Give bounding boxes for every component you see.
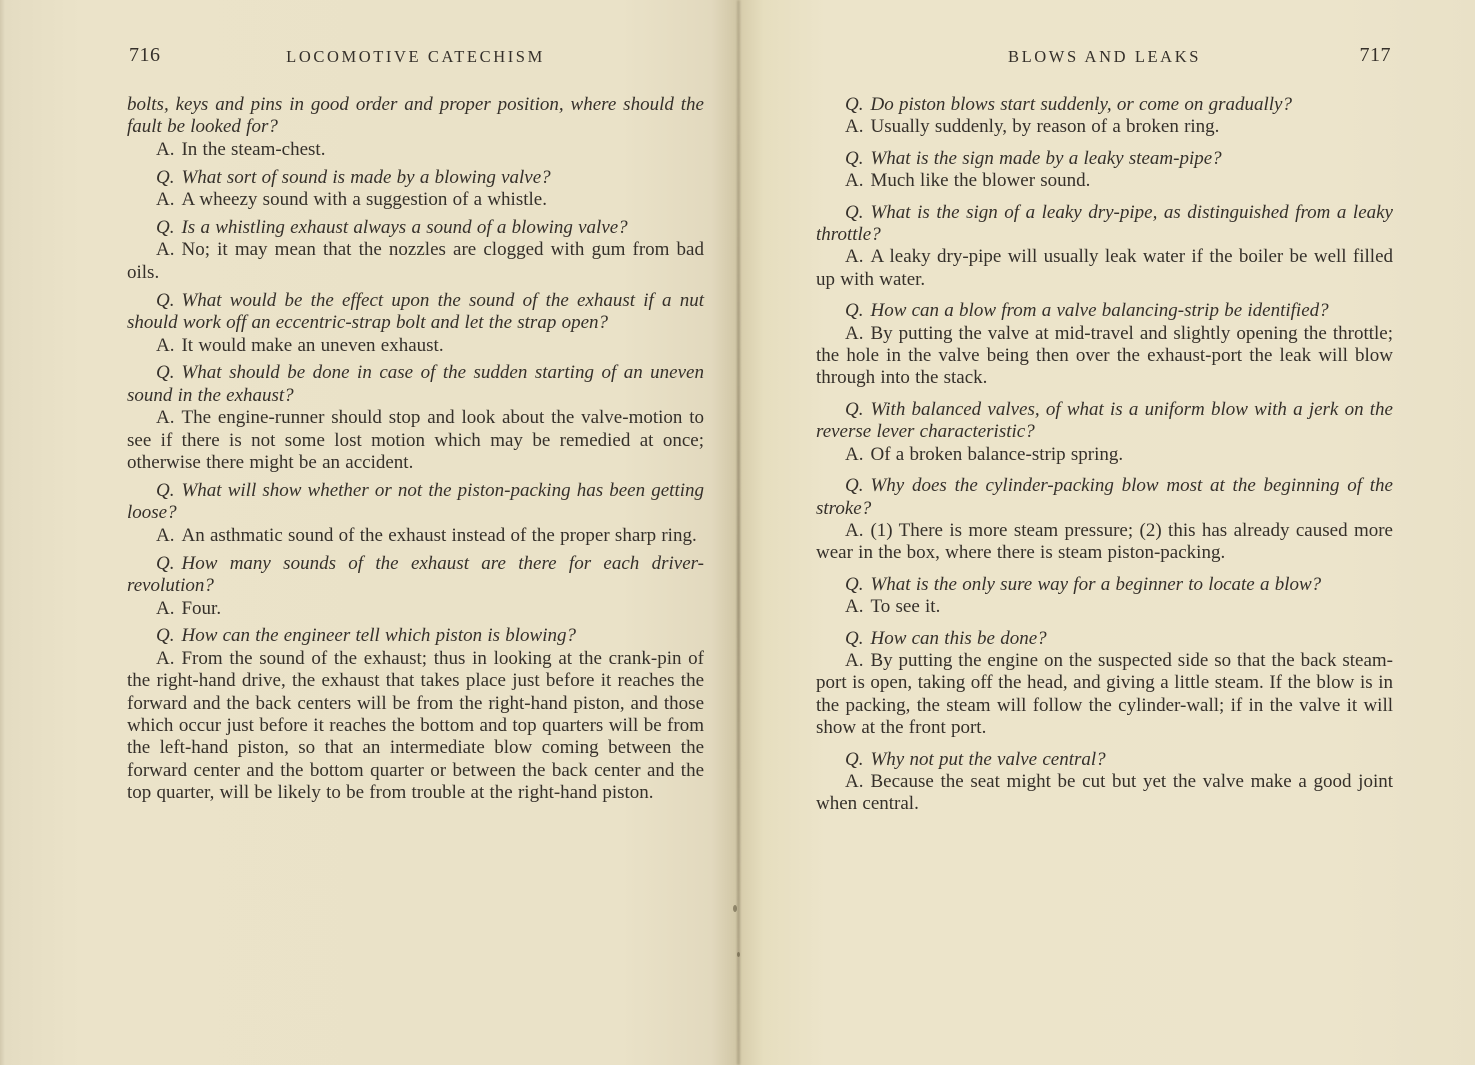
- answer-paragraph: A. Usually suddenly, by reason of a broken ring.: [845, 116, 1220, 138]
- question-paragraph: Q. How can the engineer tell which piston is blowing?: [156, 625, 577, 647]
- qa-label: Q.: [156, 289, 175, 311]
- qa-label: Q.: [845, 475, 864, 497]
- qa-label: A.: [156, 647, 175, 669]
- page-right: [816, 44, 1393, 816]
- qa-label: A.: [845, 170, 864, 192]
- question-paragraph: Q. What will show whether or not the piston-packing has been getting loose?: [127, 480, 704, 524]
- qa-label: Q.: [156, 217, 175, 239]
- answer-paragraph: A. Of a broken balance-strip spring.: [845, 443, 1124, 465]
- question-paragraph: Q. Is a whistling exhaust always a sound of a blowing valve?: [156, 217, 628, 239]
- running-head-left: [127, 44, 704, 70]
- qa-label: A.: [845, 116, 864, 138]
- page-left: [127, 44, 704, 805]
- question-paragraph: Q. What sort of sound is made by a blowing valve?: [156, 166, 551, 188]
- question-paragraph: Q. Why not put the valve central?: [845, 748, 1106, 770]
- qa-label: A.: [845, 246, 864, 268]
- answer-paragraph: A. A leaky dry-pipe will usually leak water if the boiler be well filled up with water.: [816, 246, 1393, 290]
- question-paragraph: Q. How can a blow from a valve balancing-strip be identified?: [845, 300, 1329, 322]
- question-paragraph: Q. How many sounds of the exhaust are there for each driver-revolution?: [127, 552, 704, 597]
- answer-paragraph: A. By putting the engine on the suspected side so that the back steam-port is open, taking off the head, and giving a little steam. If the blow is in the packing, the steam will follow the cylinder-wall; if in the valve it will show at the front port.: [816, 649, 1393, 739]
- question-paragraph: Q. Do piston blows start suddenly, or come on gradually?: [845, 94, 1292, 115]
- answer-paragraph: A. By putting the valve at mid-travel and slightly opening the throttle; the hole in the valve being then over the exhaust-port the leak will blow through into the stack.: [816, 322, 1393, 389]
- question-paragraph: Q. What is the sign of a leaky dry-pipe, as distinguished from a leaky throttle?: [816, 201, 1393, 246]
- page-body-left: [127, 94, 704, 805]
- answer-paragraph: A. To see it.: [845, 596, 941, 618]
- answer-paragraph: A. In the steam-chest.: [156, 138, 326, 160]
- qa-label: A.: [156, 407, 175, 429]
- answer-paragraph: A. (1) There is more steam pressure; (2) this has already caused more wear in the box, where there is steam piston-packing.: [816, 519, 1393, 564]
- qa-label: Q.: [156, 166, 175, 188]
- qa-label: Q.: [845, 147, 864, 169]
- question-paragraph: Q. What should be done in case of the sudden starting of an uneven sound in the exhaust?: [127, 362, 704, 406]
- qa-label: A.: [156, 334, 175, 356]
- running-head-right: [816, 44, 1393, 70]
- answer-paragraph: A. It would make an uneven exhaust.: [156, 334, 444, 356]
- question-paragraph: Q. With balanced valves, of what is a uniform blow with a jerk on the reverse lever characteristic?: [816, 398, 1393, 443]
- qa-label: A.: [845, 596, 864, 618]
- answer-paragraph: A. From the sound of the exhaust; thus in looking at the crank-pin of the right-hand drive, the exhaust that takes place just before it reaches the forward and the back centers will be from the right-hand piston, and those which occur just before it reaches the bottom and top quarters will be from the left-hand piston, so that an intermediate blow coming between the forward center and the bottom quarter or between the back center and the top quarter, will be likely to be from trouble at the right-hand piston.: [127, 647, 704, 804]
- qa-label: A.: [845, 649, 864, 671]
- qa-label: A.: [845, 770, 864, 792]
- qa-label: A.: [845, 443, 864, 465]
- qa-label: Q.: [845, 573, 864, 595]
- qa-label: A.: [156, 524, 175, 546]
- question-paragraph: Q. Why does the cylinder-packing blow most at the beginning of the stroke?: [816, 475, 1393, 519]
- question-paragraph: bolts, keys and pins in good order and proper position, where should the fault be looked for?: [127, 94, 704, 138]
- running-title-left: LOCOMOTIVE CATECHISM: [286, 47, 545, 66]
- paper-speck: [733, 905, 737, 912]
- qa-label: Q.: [156, 362, 175, 384]
- answer-paragraph: A. Because the seat might be cut but yet the valve make a good joint when central.: [816, 770, 1393, 815]
- qa-label: A.: [845, 519, 864, 541]
- answer-paragraph: A. Much like the blower sound.: [845, 170, 1091, 192]
- answer-paragraph: A. Four.: [156, 597, 222, 619]
- qa-label: A.: [845, 322, 864, 344]
- page-number-left: 716: [129, 44, 161, 66]
- answer-paragraph: A. The engine-runner should stop and look about the valve-motion to see if there is not some lost motion which may be remedied at once; otherwise there might be an accident.: [127, 407, 704, 474]
- qa-label: A.: [156, 239, 175, 261]
- paper-speck: [737, 952, 740, 957]
- question-paragraph: Q. What is the only sure way for a beginner to locate a blow?: [845, 573, 1322, 595]
- qa-label: A.: [156, 138, 175, 160]
- question-paragraph: Q. How can this be done?: [845, 627, 1047, 649]
- answer-paragraph: A. A wheezy sound with a suggestion of a whistle.: [156, 189, 547, 211]
- qa-label: Q.: [845, 748, 864, 770]
- qa-label: Q.: [845, 201, 864, 223]
- answer-paragraph: A. No; it may mean that the nozzles are clogged with gum from bad oils.: [127, 239, 704, 283]
- qa-label: Q.: [845, 398, 864, 420]
- qa-label: Q.: [845, 300, 864, 322]
- qa-label: Q.: [845, 94, 864, 115]
- question-paragraph: Q. What would be the effect upon the sound of the exhaust if a nut should work off an eccentric-strap bolt and let the strap open?: [127, 289, 704, 334]
- page-gutter-crease: [737, 0, 740, 1065]
- page-body-right: [816, 94, 1393, 816]
- qa-label: Q.: [845, 627, 864, 649]
- qa-label: Q.: [156, 480, 175, 501]
- qa-label: A.: [156, 597, 175, 619]
- qa-label: Q.: [156, 552, 175, 574]
- qa-label: A.: [156, 189, 175, 211]
- answer-paragraph: A. An asthmatic sound of the exhaust instead of the proper sharp ring.: [156, 524, 697, 546]
- page-number-right: 717: [1359, 44, 1391, 66]
- question-paragraph: Q. What is the sign made by a leaky steam-pipe?: [845, 147, 1222, 169]
- qa-label: Q.: [156, 625, 175, 647]
- running-title-right: BLOWS AND LEAKS: [1007, 47, 1201, 66]
